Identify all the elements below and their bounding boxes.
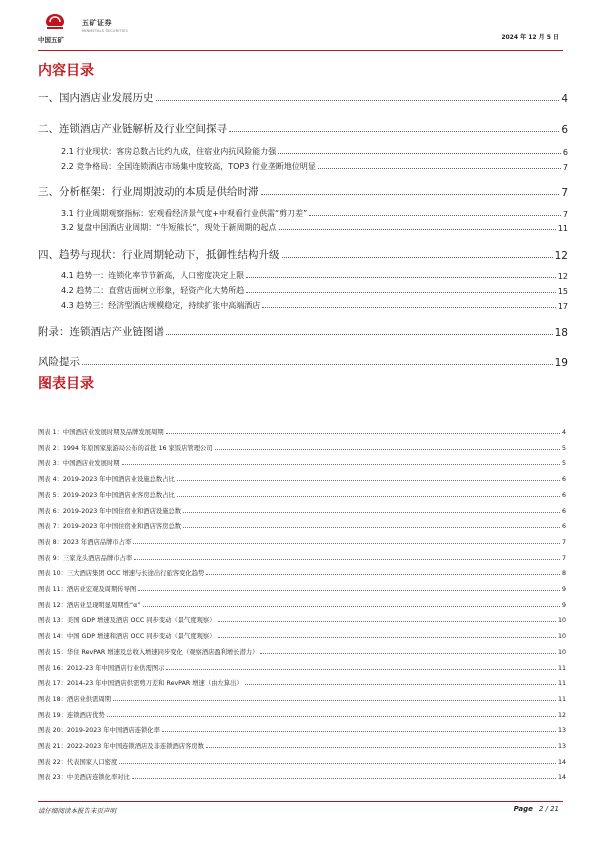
- figure-entry-label: 图表 22：代表国家人口密度: [38, 758, 118, 766]
- figure-entry[interactable]: [38, 600, 566, 609]
- header-divider: [38, 50, 563, 51]
- toc-entry-label: 一、国内酒店业发展历史: [38, 92, 154, 104]
- dot-leader: [245, 683, 556, 685]
- figure-entry[interactable]: [38, 458, 566, 467]
- toc-entry[interactable]: [38, 222, 568, 233]
- figure-entry-page: 6: [561, 491, 566, 499]
- toc-entry[interactable]: [38, 208, 568, 219]
- figure-entry-page: 7: [561, 554, 566, 562]
- figure-entry-label: 图表 19：连锁酒店优势: [38, 711, 105, 719]
- broker-name-en: MINMETALS SECURITIES: [82, 29, 128, 33]
- dot-leader: [122, 463, 560, 465]
- figure-entry[interactable]: [38, 568, 566, 577]
- page-number: 2 / 21: [538, 805, 559, 813]
- toc-entry[interactable]: [38, 300, 568, 311]
- dot-leader: [206, 573, 560, 575]
- toc-entry-label: 2.1 行业现状：客房总数占比约九成，住宿业内抗风险能力强: [61, 147, 277, 156]
- dot-leader: [262, 306, 556, 308]
- toc-entry-page: 17: [557, 302, 568, 311]
- toc-entry-page: 7: [562, 210, 568, 219]
- dot-leader: [246, 291, 556, 293]
- dot-leader: [229, 130, 559, 132]
- figure-list-title: 图表目录: [38, 376, 94, 392]
- dot-leader: [143, 605, 560, 607]
- figure-entry-label: 图表 12：酒店业呈现明显周期性“α”: [38, 601, 141, 609]
- dot-leader: [82, 363, 553, 365]
- footer-divider: [38, 801, 563, 802]
- figure-entry[interactable]: [38, 537, 566, 546]
- figure-entry-page: 6: [561, 507, 566, 515]
- figure-entry-page: 10: [557, 633, 566, 641]
- dot-leader: [133, 542, 560, 544]
- figure-entry[interactable]: [38, 631, 566, 640]
- toc-entry-page: 6: [562, 148, 568, 157]
- dot-leader: [278, 152, 561, 154]
- figure-entry-label: 图表 3：中国酒店业发展时期: [38, 460, 120, 468]
- figure-entry-label: 图表 16：2012-23 年中国酒店行业供需图示: [38, 664, 165, 672]
- toc-entry[interactable]: [38, 161, 568, 172]
- figure-entry[interactable]: [38, 772, 566, 781]
- figure-entry[interactable]: [38, 725, 566, 734]
- figure-entry[interactable]: [38, 584, 566, 593]
- figure-entry[interactable]: [38, 678, 566, 687]
- dot-leader: [218, 620, 556, 622]
- figure-entry-page: 13: [557, 743, 566, 750]
- dot-leader: [177, 479, 560, 481]
- figure-entry-label: 图表 21：2022-2023 年中国连锁酒店及非连锁酒店客房数: [38, 743, 204, 750]
- figure-entry-label: 图表 2：1994 年原国家旅游局公布的首批 16 家饭店管理公司: [38, 444, 213, 452]
- dot-leader: [134, 558, 560, 560]
- dot-leader: [138, 589, 560, 591]
- figure-entry[interactable]: [38, 647, 566, 656]
- minmetals-logo-icon: [44, 12, 66, 32]
- dot-leader: [162, 730, 556, 732]
- toc-entry-label: 四、趋势与现状：行业周期轮动下，抵御性结构升级: [38, 249, 280, 261]
- dot-leader: [279, 228, 556, 230]
- figure-entry-label: 图表 23：中美酒店连锁化率对比: [38, 774, 130, 782]
- figure-entry-page: 5: [561, 460, 566, 468]
- toc-entry[interactable]: [38, 285, 568, 296]
- dot-leader: [183, 511, 560, 513]
- figure-entry-label: 图表 14：中国 GDP 增速和酒店 OCC 同步变动（景气度观察）: [38, 633, 216, 641]
- toc-entry-label: 4.1 趋势一：连锁化率节节新高，人口密度决定上限: [61, 271, 245, 280]
- figure-entry[interactable]: [38, 757, 566, 766]
- figure-entry-page: 4: [561, 429, 566, 436]
- dot-leader: [132, 777, 556, 779]
- figure-entry-label: 图表 6：2019-2023 年中国住宿业和酒店设施总数: [38, 507, 182, 515]
- figure-entry-label: 图表 10：三大酒店集团 OCC 增速与长途出行旅客变化趋势: [38, 570, 205, 578]
- toc-title: 内容目录: [38, 63, 94, 79]
- dot-leader: [261, 193, 560, 195]
- toc-entry-page: 7: [561, 187, 568, 199]
- figure-entry-page: 14: [557, 758, 566, 766]
- figure-entry-label: 图表 1：中国酒店业发展时期及品牌发展周期: [38, 429, 164, 436]
- toc-entry-page: 12: [557, 272, 568, 281]
- figure-entry-page: 14: [557, 774, 566, 782]
- figure-entry-label: 图表 15：华住 RevPAR 增速及总收入增速同步变化（观察酒店盈利增长潜力）: [38, 648, 259, 656]
- toc-entry[interactable]: [38, 184, 568, 199]
- toc-entry-label: 4.2 趋势二：直营店面树立形象，轻资产化大势所趋: [61, 286, 245, 295]
- report-date: 2024 年 12 月 5 日: [501, 34, 559, 41]
- figure-entry-page: 12: [557, 711, 566, 719]
- dot-leader: [113, 699, 556, 701]
- toc-entry-page: 12: [554, 250, 568, 262]
- dot-leader: [218, 636, 556, 638]
- dot-leader: [318, 167, 561, 169]
- toc-entry-label: 3.1 行业周期观察指标：宏观看经济景气度+中观看行业供需“剪刀差”: [61, 209, 308, 218]
- toc-entry-label: 附录：连锁酒店产业链图谱: [38, 326, 164, 338]
- dot-leader: [260, 652, 556, 654]
- toc-entry-label: 4.3 趋势三：经济型酒店规模稳定，持续扩张中高端酒店: [61, 301, 261, 310]
- figure-entry-label: 图表 20：2019-2023 年中国酒店连锁化率: [38, 727, 160, 735]
- toc-entry[interactable]: [38, 90, 568, 105]
- toc-entry-label: 2.2 竞争格局：全国连锁酒店市场集中度较高，TOP3 行业垄断地位明显: [61, 162, 316, 171]
- figure-entry-page: 11: [557, 680, 566, 688]
- toc-entry-page: 6: [561, 124, 568, 136]
- toc-entry[interactable]: [38, 146, 568, 157]
- figure-entry-page: 8: [561, 570, 566, 578]
- figure-entry-page: 11: [557, 695, 566, 703]
- toc-entry-label: 二、连锁酒店产业链解析及行业空间探寻: [38, 123, 227, 135]
- toc-entry-label: 三、分析框架：行业周期波动的本质是供给时滞: [38, 186, 259, 198]
- figure-entry-page: 11: [557, 664, 566, 672]
- figure-entry-label: 图表 18：酒店业供需周期: [38, 695, 111, 703]
- disclaimer-note: 请仔细阅读本报告末页声明: [38, 807, 116, 815]
- figure-entry[interactable]: [38, 694, 566, 703]
- figure-entry-page: 6: [561, 523, 566, 531]
- figure-entry-page: 5: [561, 444, 566, 452]
- toc-entry[interactable]: [38, 354, 568, 369]
- figure-entry[interactable]: [38, 506, 566, 515]
- figure-entry-page: 9: [561, 586, 566, 593]
- toc-entry[interactable]: [38, 121, 568, 136]
- figure-entry-label: 图表 8：2023 年酒店品牌市占率: [38, 538, 132, 546]
- figure-entry[interactable]: [38, 663, 566, 672]
- figure-entry-label: 图表 7：2019-2023 年中国住宿业和酒店客房总数: [38, 523, 182, 531]
- toc-entry[interactable]: [38, 324, 568, 339]
- figure-entry[interactable]: [38, 474, 566, 483]
- figure-entry[interactable]: [38, 553, 566, 562]
- dot-leader: [177, 495, 560, 497]
- toc-entry-page: 7: [562, 163, 568, 172]
- figure-entry-page: 10: [557, 648, 566, 656]
- figure-entry[interactable]: [38, 741, 566, 750]
- figure-entry-page: 10: [557, 617, 566, 625]
- figure-entry-label: 图表 11：酒店业宏观及周期传导图: [38, 586, 137, 593]
- toc-entry-page: 15: [557, 287, 568, 296]
- dot-leader: [206, 746, 556, 748]
- dot-leader: [246, 276, 556, 278]
- figure-entry-label: 图表 13：美国 GDP 增速及酒店 OCC 同步变动（景气度观察）: [38, 617, 216, 625]
- dot-leader: [282, 256, 553, 258]
- page-header: [38, 12, 563, 48]
- figure-entry-label: 图表 4：2019-2023 年中国酒店业设施总数占比: [38, 476, 175, 484]
- figure-entry-page: 6: [561, 476, 566, 484]
- figure-entry[interactable]: [38, 443, 566, 452]
- toc-entry[interactable]: [38, 270, 568, 281]
- dot-leader: [183, 526, 560, 528]
- dot-leader: [215, 448, 560, 450]
- dot-leader: [166, 668, 556, 670]
- figure-entry-page: 9: [561, 601, 566, 609]
- dot-leader: [119, 762, 556, 764]
- figure-entry[interactable]: [38, 427, 566, 436]
- dot-leader: [166, 333, 553, 335]
- figure-entry[interactable]: [38, 521, 566, 530]
- figure-entry-label: 图表 17：2014-23 年中国酒店供需剪刀差和 RevPAR 增速（由左算出）: [38, 680, 243, 688]
- figure-entry[interactable]: [38, 710, 566, 719]
- page-label: Page: [513, 805, 533, 813]
- figure-entry-label: 图表 5：2019-2023 年中国酒店业客房总数占比: [38, 491, 175, 499]
- toc-entry[interactable]: [38, 247, 568, 262]
- broker-name-cn: 五矿证券: [82, 19, 112, 27]
- toc-entry-page: 18: [554, 327, 568, 339]
- figure-entry-label: 图表 9：三家龙头酒店品牌市占率: [38, 554, 133, 562]
- dot-leader: [156, 99, 560, 101]
- toc-entry-page: 19: [554, 357, 568, 369]
- dot-leader: [107, 715, 556, 717]
- figure-entry-page: 7: [561, 538, 566, 546]
- page-indicator: [514, 805, 559, 813]
- dot-leader: [166, 432, 560, 434]
- toc-entry-page: 11: [557, 224, 568, 233]
- broker-brand: [82, 18, 128, 33]
- brand-name: 中国五矿: [38, 36, 64, 44]
- dot-leader: [309, 214, 561, 216]
- toc-entry-label: 3.2 复盘中国酒店业周期：“牛短熊长”，现处于新周期的起点: [61, 223, 277, 232]
- toc-entry-page: 4: [561, 93, 568, 105]
- figure-entry-page: 13: [557, 727, 566, 735]
- figure-entry[interactable]: [38, 490, 566, 499]
- figure-entry[interactable]: [38, 615, 566, 624]
- toc-entry-label: 风险提示: [38, 356, 80, 368]
